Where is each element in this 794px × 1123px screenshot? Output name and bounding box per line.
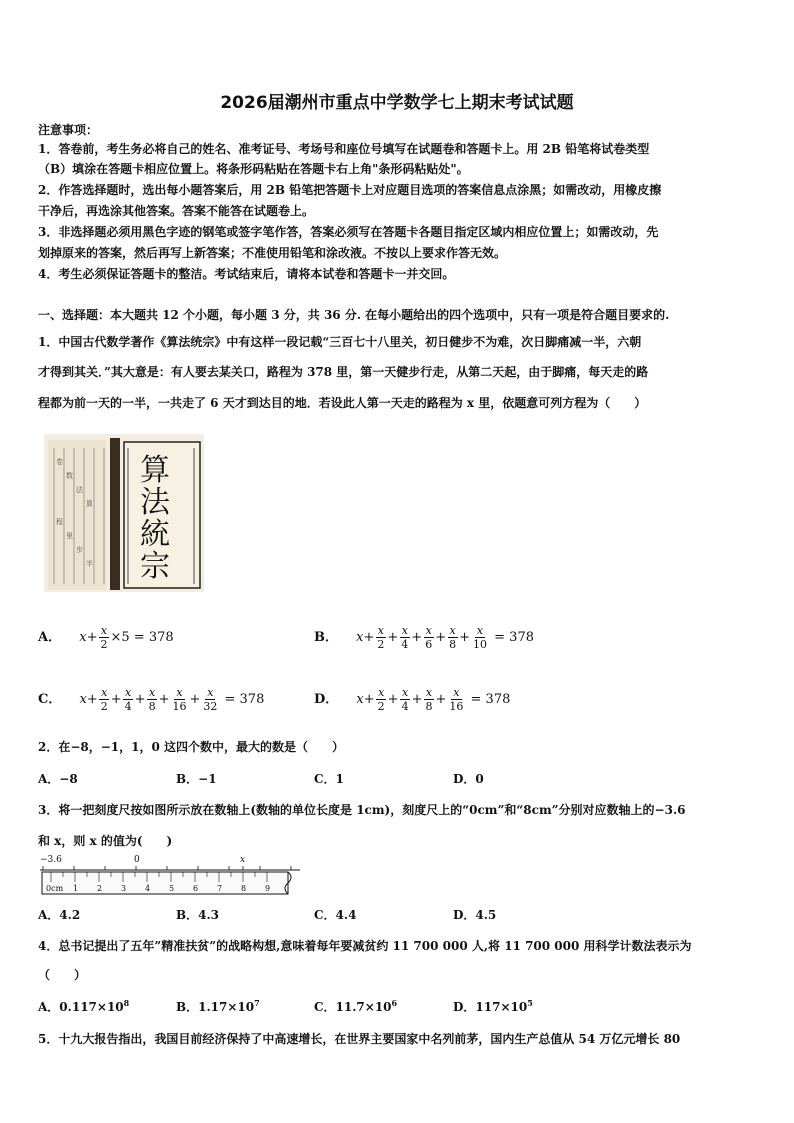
notice-line: 干净后，再选涂其他答案。答案不能答在试题卷上。 — [38, 204, 315, 218]
svg-text:程: 程 — [56, 518, 63, 526]
q2-option-d[interactable]: D．0 — [453, 772, 484, 786]
notice-line: 4．考生必须保证答题卡的整洁。考试结束后，请将本试卷和答题卡一并交回。 — [38, 267, 455, 281]
q3-stem-line: 和 x，则 x 的值为( ) — [38, 834, 173, 848]
op: ×5 — [110, 630, 130, 645]
notice-line: 2．作答选择题时，选出每小题答案后，用 2B 铅笔把答题卡上对应题目选项的答案信息点涂黑；如需改动，用橡皮擦 — [38, 183, 662, 197]
equals: = 378 — [133, 630, 174, 645]
q1-option-a[interactable] — [38, 624, 174, 651]
q3-stem-line: 3．将一把刻度尺按如图所示放在数轴上(数轴的单位长度是 1cm)，刻度尺上的“0cm”和“8cm”分别对应数轴上的−3.6 — [38, 803, 686, 817]
svg-text:里: 里 — [66, 532, 73, 540]
svg-text:数: 数 — [66, 472, 73, 480]
q2-option-b[interactable]: B．−1 — [176, 772, 217, 786]
image-char: 統 — [140, 517, 170, 552]
q3-option-d[interactable]: D．4.5 — [453, 908, 497, 922]
q4-stem-line: （ ） — [38, 968, 87, 982]
q4-option-c[interactable] — [314, 998, 397, 1015]
option-label: C． — [38, 692, 62, 707]
ruler-tick-label: 6 — [193, 884, 199, 893]
ruler-figure — [38, 852, 308, 898]
q3-option-c[interactable]: C．4.4 — [314, 908, 357, 922]
image-char: 法 — [140, 485, 170, 520]
ruler-tick-label: 8 — [241, 884, 247, 893]
q2-option-a[interactable]: A．−8 — [38, 772, 78, 786]
q1-option-b[interactable]: B． x+ $\frac{x}{2}$ + $\frac{x}{4}$ + $\frac{x}{6}$ + $\frac{x}{8}$ + $\frac{x}{10}$ = 378 — [314, 624, 534, 651]
svg-text:步: 步 — [76, 546, 83, 554]
ruler-tick-label: 3 — [121, 884, 127, 893]
q1-stem-line: 才得到其关．”其大意是：有人要去某关口，路程为 378 里，第一天健步行走，从第二天起，由于脚痛，每天走的路 — [38, 365, 649, 379]
q4-stem-line: 4．总书记提出了五年”精准扶贫”的战略构想,意味着每年要减贫约 11 700 000 人,将 11 700 000 用科学计数法表示为 — [38, 939, 692, 953]
q3-option-b[interactable]: B．4.3 — [176, 908, 220, 922]
q1-stem-line: 1．中国古代数学著作《算法统宗》中有这样一段记载“三百七十八里关，初日健步不为难，次日脚痛减一半，六朝 — [38, 335, 642, 349]
suanfa-tongzong-book-image — [44, 434, 204, 592]
ruler-tick-label: 2 — [97, 884, 103, 893]
notice-line: 1．答卷前，考生务必将自己的姓名、准考证号、考场号和座位号填写在试题卷和答题卡上。用 2B 铅笔将试卷类型 — [38, 142, 650, 156]
option-text: C．11.7×10 — [314, 1000, 392, 1014]
q4-option-a[interactable] — [38, 998, 129, 1015]
section-heading: 一、选择题：本大题共 12 个小题，每小题 3 分，共 36 分. 在每小题给出的四个选项中，只有一项是符合题目要求的. — [38, 308, 670, 322]
q1-stem-line: 程都为前一天的一半，一共走了 6 天才到达目的地．若设此人第一天走的路程为 x 里，依题意可列方程为（ ） — [38, 396, 647, 410]
notice-line: （B）填涂在答题卡相应位置上。将条形码粘贴在答题卡右上角"条形码粘贴处"。 — [38, 162, 469, 176]
option-text: B．1.17×10 — [176, 1000, 255, 1014]
ruler-left-label: −3.6 — [40, 855, 62, 865]
notice-line: 3．非选择题必须用黑色字迹的钢笔或签字笔作答，答案必须写在答题卡各题目指定区域内相应位置上；如需改动，先 — [38, 225, 659, 239]
ruler-x-label: x — [240, 855, 246, 865]
ruler-tick-label: 4 — [145, 884, 151, 893]
svg-text:半: 半 — [86, 560, 93, 568]
page-title: 2026届潮州市重点中学数学七上期末考试试题 — [220, 93, 574, 113]
image-char: 宗 — [140, 549, 170, 584]
ruler-zero-label: 0 — [134, 855, 140, 865]
ruler-tick-label: 1 — [73, 884, 79, 893]
exponent: 8 — [123, 998, 130, 1008]
option-label: D． — [314, 692, 339, 707]
q3-option-a[interactable]: A．4.2 — [38, 908, 81, 922]
image-char: 算 — [140, 453, 170, 488]
op: + — [86, 630, 98, 645]
ruler-tick-label: 9 — [265, 884, 271, 893]
ruler-tick-label: 5 — [169, 884, 175, 893]
exponent: 7 — [254, 998, 260, 1008]
q4-option-d[interactable] — [453, 998, 533, 1015]
exponent: 6 — [391, 998, 398, 1008]
ruler-tick-label: 7 — [217, 884, 223, 893]
notice-heading: 注意事项： — [38, 123, 99, 137]
option-label: A． — [38, 630, 62, 645]
option-text: D．117×10 — [453, 1000, 528, 1014]
fraction: $\frac{x}{2}$ — [100, 624, 108, 651]
option-text: A．0.117×10 — [38, 1000, 124, 1014]
notice-line: 划掉原来的答案，然后再写上新答案；不准使用铅笔和涂改液。不按以上要求作答无效。 — [38, 246, 507, 260]
exponent: 5 — [527, 998, 533, 1008]
var: x — [79, 630, 87, 645]
svg-text:卷: 卷 — [56, 458, 63, 466]
q1-option-d[interactable]: D． x+ $\frac{x}{2}$ + $\frac{x}{4}$ + $\frac{x}{8}$ + $\frac{x}{16}$ = 378 — [314, 686, 511, 713]
q1-option-c[interactable]: C． x+ $\frac{x}{2}$ + $\frac{x}{4}$ + $\frac{x}{8}$ + $\frac{x}{16}$ + $\frac{x}{32}$ = 378 — [38, 686, 265, 713]
svg-text:法: 法 — [76, 486, 83, 494]
svg-text:算: 算 — [86, 500, 93, 508]
option-label: B． — [314, 630, 338, 645]
q2-option-c[interactable]: C．1 — [314, 772, 344, 786]
ruler-tick-label: 0cm — [46, 884, 64, 893]
q2-stem: 2．在−8，−1，1，0 这四个数中，最大的数是（ ） — [38, 740, 345, 754]
q5-stem-line: 5．十九大报告指出，我国目前经济保持了中高速增长，在世界主要国家中名列前茅，国内生产总值从 54 万亿元增长 80 — [38, 1032, 681, 1046]
q4-option-b[interactable] — [176, 998, 260, 1015]
